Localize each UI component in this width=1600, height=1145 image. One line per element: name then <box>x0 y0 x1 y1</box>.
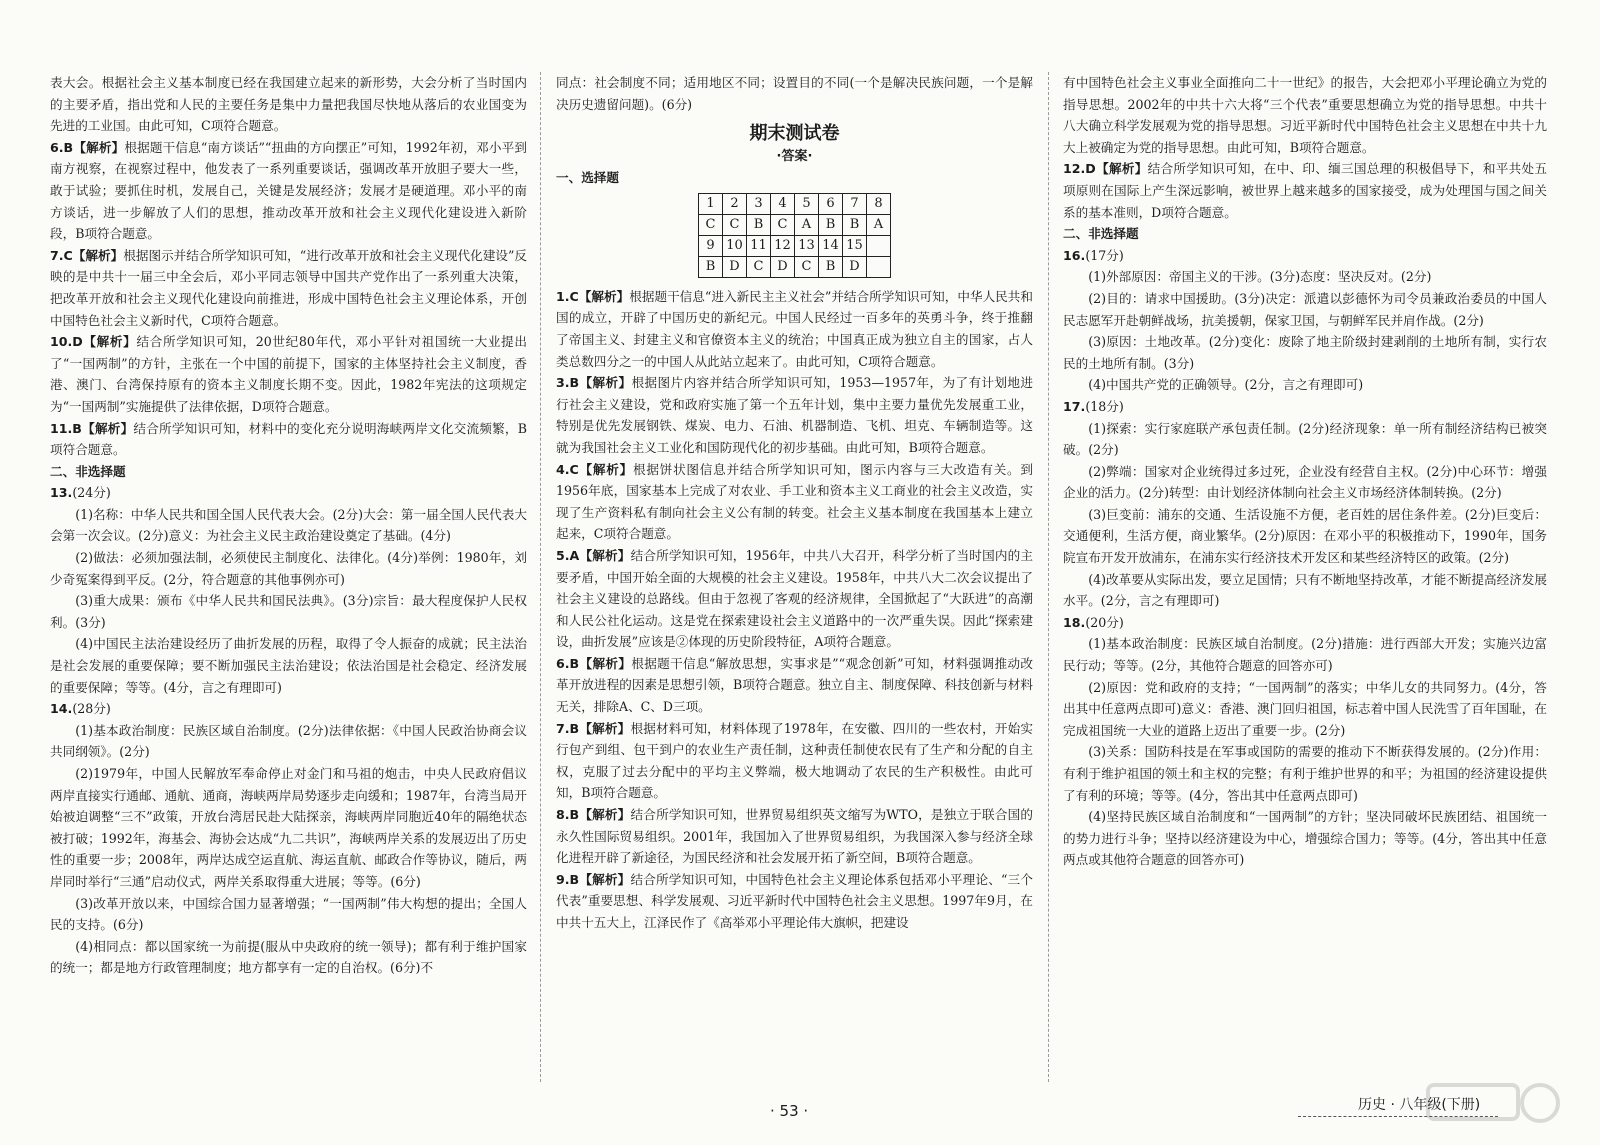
answer-cell: D <box>723 256 747 277</box>
question-number: 9.B <box>556 871 580 887</box>
analysis-tag: 【解析】 <box>72 247 124 263</box>
answer-text: (24分) <box>72 485 111 501</box>
question-number-cell: 8 <box>867 193 891 214</box>
question-number-cell: 2 <box>723 193 747 214</box>
question-number-cell: 1 <box>699 193 723 214</box>
question-number: 5.A <box>556 547 580 563</box>
question-number-cell: 14 <box>819 235 843 256</box>
answer-table-row <box>699 214 891 235</box>
answer-cell: D <box>771 256 795 277</box>
analysis-tag: 【解析】 <box>578 288 630 304</box>
question-number-cell: 12 <box>771 235 795 256</box>
answer-text: 表大会。根据社会主义基本制度已经在我国建立起来的新形势，大会分析了当时国内的主要矛盾，指出党和人民的主要任务是集中力量把我国尽快地从落后的农业国变为先进的工业国。由此可知，C项符合题意。 <box>50 75 527 134</box>
answer-text: 结合所学知识可知，1956年，中共八大召开，科学分析了当时国内的主要矛盾，中国开始全面的大规模的社会主义建设。1958年，中共八大二次会议提出了社会主义建设的总路线。但由于忽视了客观的经济规律，全国掀起了“大跃进”的高潮和人民公社化运动。这是党在探索建设社会主义道路中的一次严重失误。因此“探索建设，曲折发展”应该是②体现的历史阶段特征，A项符合题意。 <box>556 547 1033 650</box>
answer-cell: A <box>795 214 819 235</box>
answer-text: 根据题干信息“进入新民主主义社会”并结合所学知识可知，中华人民共和国的成立，开辟了中国历史的新纪元。中国人民经过一百多年的英勇斗争，终于推翻了帝国主义、封建主义和官僚资本主义的统治；中国真正成为独立自主的国家，占人类总数四分之一的中国人从此站立起来了。由此可知，C项符合题意。 <box>556 288 1033 369</box>
analysis-tag: 【解析】 <box>578 461 633 477</box>
answer-cell: B <box>819 214 843 235</box>
exam-title: 期末测试卷 <box>749 123 840 145</box>
column-divider-2 <box>1048 72 1049 1082</box>
answer-paragraph <box>50 418 527 461</box>
answer-text: 根据题干信息“解放思想，实事求是”“观念创新”可知，材料强调推动改革开放进程的因素是思想引领，B项符合题意。独立自主、制度保障、科技创新与材料无关，排除A、C、D三项。 <box>556 655 1033 715</box>
question-number: 13. <box>50 485 73 501</box>
answer-subitem: (2)做法：必须加强法制，必须使民主制度化、法律化。(4分)举例：1980年，刘少奇冤案得到平反。(2分，符合题意的其他事例亦可) <box>50 550 527 587</box>
answer-cell: C <box>699 214 723 235</box>
analysis-tag: 【解析】 <box>579 375 632 391</box>
answer-text: (18分) <box>1085 398 1124 414</box>
column-middle <box>556 72 1033 934</box>
answer-label: ·答案· <box>776 149 813 165</box>
answer-paragraph <box>556 286 1033 372</box>
answer-paragraph <box>50 331 527 417</box>
answer-paragraph <box>556 372 1033 458</box>
answer-paragraph <box>50 137 527 245</box>
answer-paragraph <box>1063 396 1547 418</box>
answer-subitem: (4)坚持民族区域自治制度和“一国两制”的方针；坚决同破坏民族团结、祖国统一的势力进行斗争；坚持以经济建设为中心，增强综合国力；等等。(4分，答出其中任意两点或其他符合题意的回答亦可) <box>1063 809 1547 868</box>
question-number: 7.C <box>50 247 73 263</box>
answer-subitem: (3)重大成果：颁布《中华人民共和国民法典》。(3分)宗旨：最大程度保护人民权利。(3分) <box>50 593 527 630</box>
question-number: 10.D <box>50 334 83 350</box>
answer-table-row <box>699 256 891 277</box>
answer-subitem: (4)改革要从实际出发，要立足国情；只有不断地坚持改革，才能不断提高经济发展水平。(2分，言之有理即可) <box>1063 571 1547 609</box>
answer-text: 根据题干信息“南方谈话”“扭曲的方向摆正”可知，1992年初，邓小平到南方视察，在视察过程中，他发表了一系列重要谈话，强调改革开放胆子要大一些，敢于试验；要抓住时机，发展自己，关键是发展经济；发展才是硬道理。邓小平的南方谈话，进一步解放了人们的思想，推动改革开放和社会主义现代化建设进入新阶段，B项符合题意。 <box>50 139 527 242</box>
answer-text: (28分) <box>72 701 111 717</box>
answer-subitem: (4)中国民主法治建设经历了曲折发展的历程，取得了令人振奋的成就；民主法治是社会发展的重要保障；要不断加强民主法治建设；依法治国是社会稳定、经济发展的重要保障；等等。(4分，言之有理即可) <box>50 636 527 695</box>
analysis-tag: 【解析】 <box>579 871 631 887</box>
answer-text: 结合所学知识可知，在中、印、缅三国总理的积极倡导下，和平共处五项原则在国际上产生深远影响，被世界上越来越多的国家接受，成为处理国与国之间关系的基本准则，D项符合题意。 <box>1063 161 1548 220</box>
section-heading: 二、非选择题 <box>1063 226 1139 242</box>
answer-cell <box>867 256 891 277</box>
answer-text: 根据图示并结合所学知识可知，“进行改革开放和社会主义现代化建设”反映的是中共十一届三中全会后，邓小平同志领导中国共产党作出了一系列重大决策，把改革开放和社会主义现代化建设向前推进，形成中国特色社会主义理论体系，开创中国特色社会主义新时代，C项符合题意。 <box>50 247 527 328</box>
footer-subject: 历史 · 八年级(下册) <box>1358 1097 1481 1113</box>
answer-subitem: (4)中国共产党的正确领导。(2分，言之有理即可) <box>1088 377 1364 393</box>
answer-cell: D <box>843 256 867 277</box>
answer-cell: C <box>747 256 771 277</box>
question-number: 3.B <box>556 375 580 391</box>
answer-subitem: (1)基本政治制度：民族区域自治制度。(2分)法律依据：《中国人民政治协商会议共同纲领》。(2分) <box>50 722 527 760</box>
answer-paragraph <box>50 72 527 137</box>
answer-cell: A <box>867 214 891 235</box>
answer-cell: B <box>819 256 843 277</box>
answer-subitem: (3)巨变前：浦东的交通、生活设施不方便，老百姓的居住条件差。(2分)巨变后：交通便利，生活方便，商业繁华。(2分)原因：在邓小平的积极推动下，1990年，国务院宣布开发开放浦东，在浦东实行经济技术开发区和某些经济特区的政策。(2分) <box>1063 506 1547 566</box>
question-number-cell: 6 <box>819 193 843 214</box>
answer-paragraph <box>556 72 1033 115</box>
answer-text: (17分) <box>1085 247 1124 263</box>
page-number: · 53 · <box>770 1102 809 1120</box>
answer-paragraph <box>1063 245 1547 267</box>
answer-text: 结合所学知识可知，20世纪80年代，邓小平针对祖国统一大业提出了“一国两制”的方针，主张在一个中国的前提下，国家的主体坚持社会主义制度，香港、澳门、台湾保持原有的资本主义制度长期不变。因此，1982年宪法的这项规定为“一国两制”实施提供了法律依据，D项符合题意。 <box>50 334 528 414</box>
answer-cell: C <box>795 256 819 277</box>
answer-paragraph <box>556 869 1033 934</box>
question-number-cell: 13 <box>795 235 819 256</box>
answer-text: 根据材料可知，材料体现了1978年，在安徽、四川的一些农村，开始实行包产到组、包干到户的农业生产责任制，这种责任制使农民有了生产和分配的自主权，克服了过去分配中的平均主义弊端，极大地调动了农民的生产积极性。由此可知，B项符合题意。 <box>556 720 1033 801</box>
answer-paragraph <box>556 804 1033 869</box>
question-number-cell: 7 <box>843 193 867 214</box>
answer-text: 同点：社会制度不同；适用地区不同；设置目的不同(一个是解决民族问题，一个是解决历史遗留问题)。(6分) <box>556 75 1033 112</box>
section-heading: 一、选择题 <box>556 170 619 186</box>
answer-paragraph <box>50 245 527 331</box>
question-number-cell: 3 <box>747 193 771 214</box>
answer-subitem: (3)原因：土地改革。(2分)变化：废除了地主阶级封建剥削的土地所有制，实行农民的土地所有制。(3分) <box>1063 334 1547 371</box>
answer-subitem: (4)相同点：都以国家统一为前提(服从中央政府的统一领导)；都有利于维护国家的统一；都是地方行政管理制度；地方都享有一定的自治权。(6分)不 <box>50 938 527 976</box>
answer-table <box>698 193 891 278</box>
answer-subitem: (2)原因：党和政府的支持；“一国两制”的落实；中华儿女的共同努力。(4分，答出其中任意两点即可)意义：香港、澳门回归祖国，标志着中国人民洗雪了百年国耻，在完成祖国统一大业的道路上迈出了重要一步。(2分) <box>1063 679 1547 738</box>
answer-paragraph <box>1063 72 1547 158</box>
question-number: 12.D <box>1063 161 1096 177</box>
answer-paragraph <box>556 653 1033 718</box>
answer-subitem: (3)关系：国防科技是在军事或国防的需要的推动下不断获得发展的。(2分)作用：有利于维护祖国的领土和主权的完整；有利于维护世界的和平；为祖国的经济建设提供了有利的环境；等等。(4分，答出其中任意两点即可) <box>1063 744 1547 803</box>
question-number: 6.B <box>50 139 74 155</box>
question-number: 18. <box>1063 614 1086 630</box>
answer-subitem: (2)1979年，中国人民解放军奉命停止对金门和马祖的炮击，中央人民政府倡议两岸直接实行通邮、通航、通商，海峡两岸局势逐步走向缓和；1987年，台湾当局开始被迫调整“三不”政策，开放台湾居民赴大陆探亲，海峡两岸同胞近40年的隔绝状态被打破；1992年，海基会、海协会达成“九二共识”，海峡两岸关系的发展迈出了历史性的重要一步；2008年，两岸达成空运直航、海运直航、邮政合作等协议，随后，两岸同时举行“三通”启动仪式，两岸关系取得重大进展；等等。(6分) <box>50 766 527 889</box>
answer-subitem: (2)目的：请求中国援助。(3分)决定：派遣以彭德怀为司令员兼政治委员的中国人民志愿军开赴朝鲜战场，抗美援朝，保家卫国，与朝鲜军民并肩作战。(2分) <box>1063 290 1547 328</box>
analysis-tag: 【解析】 <box>579 547 631 563</box>
answer-text: 结合所学知识可知，中国特色社会主义理论体系包括邓小平理论、“三个代表”重要思想、科学发展观、习近平新时代中国特色社会主义思想。1997年9月，在中共十五大上，江泽民作了《高举邓小平理论伟大旗帜，把建设 <box>556 871 1033 930</box>
column-divider-1 <box>540 72 541 1082</box>
answer-paragraph <box>1063 158 1547 223</box>
answer-cell: C <box>723 214 747 235</box>
analysis-tag: 【解析】 <box>1095 161 1148 177</box>
answer-text: (20分) <box>1085 614 1124 630</box>
question-number: 14. <box>50 701 73 717</box>
question-number: 4.C <box>556 461 579 477</box>
question-number: 1.C <box>556 288 579 304</box>
answer-text: 有中国特色社会主义事业全面推向二十一世纪》的报告，大会把邓小平理论确立为党的指导思想。2002年的中共十六大将“三个代表”重要思想确立为党的指导思想。中共十八大确立科学发展观为党的指导思想。习近平新时代中国特色社会主义思想在中共十九大上被确定为党的指导思想。由此可知，B项符合题意。 <box>1063 75 1547 155</box>
question-number-cell: 15 <box>843 235 867 256</box>
answer-subitem: (2)弊端：国家对企业统得过多过死，企业没有经营自主权。(2分)中心环节：增强企业的活力。(2分)转型：由计划经济体制向社会主义市场经济体制转换。(2分) <box>1063 463 1547 501</box>
answer-table-row <box>699 235 891 256</box>
analysis-tag: 【解析】 <box>579 655 632 671</box>
answer-paragraph <box>556 545 1033 653</box>
answer-text: 根据饼状图信息并结合所学知识可知，图示内容与三大改造有关。到1956年底，国家基本上完成了对农业、手工业和资本主义工商业的社会主义改造，实现了生产资料私有制向社会主义公有制的转变。社会主义基本制度在我国基本上建立起来，C项符合题意。 <box>556 461 1034 542</box>
analysis-tag: 【解析】 <box>82 334 137 350</box>
answer-cell: B <box>747 214 771 235</box>
question-number-cell: 9 <box>699 235 723 256</box>
question-number-cell: 5 <box>795 193 819 214</box>
answer-paragraph <box>556 718 1033 804</box>
answer-text: 结合所学知识可知，材料中的变化充分说明海峡两岸文化交流频繁，B项符合题意。 <box>50 420 527 458</box>
answer-text: 结合所学知识可知，世界贸易组织英文缩写为WTO，是独立于联合国的永久性国际贸易组织。2001年，我国加入了世界贸易组织，为我国深入参与经济全球化进程开辟了新途径，为国民经济和社会发展开拓了新空间，B项符合题意。 <box>556 807 1033 866</box>
column-right <box>1063 72 1547 871</box>
answer-table-row <box>699 193 891 214</box>
answer-subitem: (1)探索：实行家庭联产承包责任制。(2分)经济现象：单一所有制经济结构已被突破。(2分) <box>1063 420 1547 458</box>
answer-paragraph <box>50 698 527 720</box>
answer-subitem: (1)名称：中华人民共和国全国人民代表大会。(2分)大会：第一届全国人民代表大会第一次会议。(2分)意义：为社会主义民主政治建设奠定了基础。(4分) <box>50 506 527 544</box>
question-number-cell: 10 <box>723 235 747 256</box>
question-number: 11.B <box>50 420 82 436</box>
analysis-tag: 【解析】 <box>73 139 125 155</box>
question-number: 6.B <box>556 655 580 671</box>
watermark-logo <box>1420 1075 1570 1135</box>
question-number: 16. <box>1063 247 1086 263</box>
question-number-cell <box>867 235 891 256</box>
question-number: 8.B <box>556 807 580 823</box>
answer-subitem: (1)外部原因：帝国主义的干涉。(3分)态度：坚决反对。(2分) <box>1088 269 1432 285</box>
answer-paragraph <box>50 482 527 504</box>
question-number-cell: 11 <box>747 235 771 256</box>
answer-subitem: (3)改革开放以来，中国综合国力显著增强；“一国两制”伟大构想的提出；全国人民的支持。(6分) <box>50 895 527 933</box>
answer-cell: B <box>699 256 723 277</box>
question-number: 7.B <box>556 720 580 736</box>
answer-paragraph <box>556 459 1033 545</box>
question-number: 17. <box>1063 398 1086 414</box>
answer-paragraph <box>1063 612 1547 634</box>
analysis-tag: 【解析】 <box>579 720 631 736</box>
question-number-cell: 4 <box>771 193 795 214</box>
answer-subitem: (1)基本政治制度：民族区域自治制度。(2分)措施：进行西部大开发；实施兴边富民行动；等等。(2分，其他符合题意的回答亦可) <box>1063 636 1547 674</box>
answer-text: 根据图片内容并结合所学知识可知，1953—1957年，为了有计划地进行社会主义建设，党和政府实施了第一个五年计划，集中主要力量优先发展重工业，特别是优先发展钢铁、煤炭、电力、石油、机器制造、飞机、坦克、车辆制造等。这就为我国社会主义工业化和国防现代化的初步基础。由此可知，B项符合题意。 <box>556 375 1034 455</box>
answer-cell: C <box>771 214 795 235</box>
section-heading: 二、非选择题 <box>50 463 126 479</box>
column-left <box>50 72 527 979</box>
analysis-tag: 【解析】 <box>579 807 631 823</box>
analysis-tag: 【解析】 <box>81 420 134 436</box>
answer-cell: B <box>843 214 867 235</box>
